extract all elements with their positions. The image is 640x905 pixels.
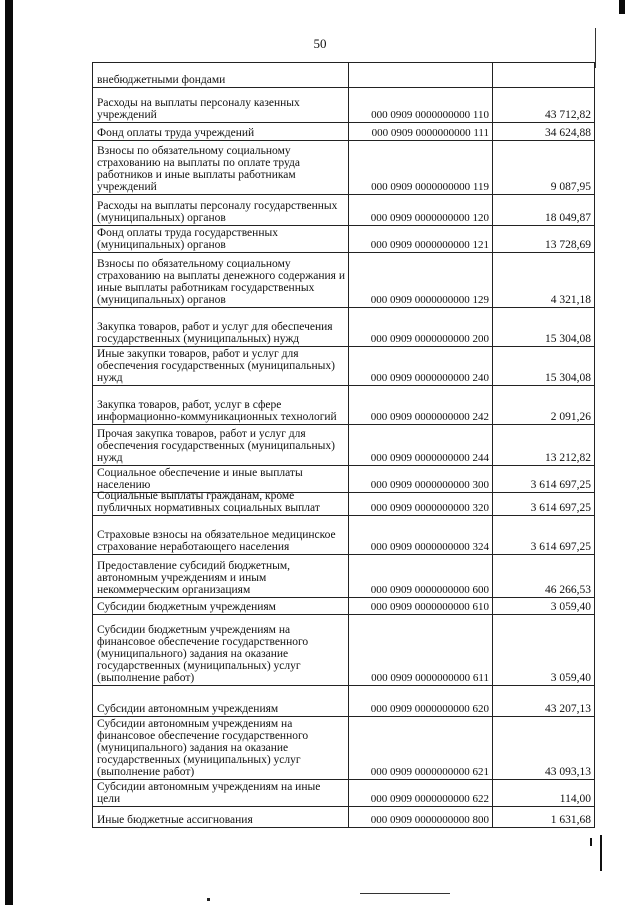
amount-cell-text: 3 614 697,25 xyxy=(530,541,591,553)
amount-cell-text: 43 207,13 xyxy=(545,703,591,715)
amount-cell-text: 34 624,88 xyxy=(545,127,591,139)
budget-code-cell-text: 000 0909 0000000000 611 xyxy=(371,672,489,684)
expense-name-cell-text: Иные закупки товаров, работ и услуг для обеспечения государственных (муниципальных) нужд xyxy=(97,348,335,384)
expense-name-cell xyxy=(93,717,349,779)
expense-name-cell-text: Фонд оплаты труда государственных (муниципальных) органов xyxy=(97,227,278,251)
expense-name-cell xyxy=(93,516,349,554)
scan-speck xyxy=(207,898,210,901)
table-row xyxy=(93,686,595,717)
expense-name-cell xyxy=(93,386,349,424)
expense-name-cell xyxy=(93,123,349,140)
amount-cell-text: 15 304,08 xyxy=(545,372,591,384)
amount-cell xyxy=(493,516,595,554)
budget-code-cell xyxy=(349,807,493,827)
table-row xyxy=(93,490,595,516)
expense-name-cell xyxy=(93,308,349,346)
page-number: 50 xyxy=(313,36,327,51)
budget-code-cell-text: 000 0909 0000000000 621 xyxy=(370,766,489,778)
expense-name-cell-text: Субсидии бюджетным учреждениям на финансовое обеспечение государственного (муниципального) задания на оказание государственных (муниципальных) услуг (выполнение работ) xyxy=(97,624,309,684)
expense-name-cell-text: Социальные выплаты гражданам, кроме публичных нормативных социальных выплат xyxy=(97,490,320,514)
amount-cell xyxy=(493,686,595,716)
table-row xyxy=(93,615,595,686)
table-row xyxy=(93,195,595,226)
budget-code-cell xyxy=(349,516,493,554)
amount-cell-text: 15 304,08 xyxy=(545,333,591,345)
amount-cell-text: 13 728,69 xyxy=(545,239,591,251)
amount-cell-text: 1 631,68 xyxy=(550,814,591,826)
budget-code-cell xyxy=(349,386,493,424)
budget-code-cell xyxy=(349,195,493,225)
amount-cell-text: 2 091,26 xyxy=(550,411,591,423)
table-row xyxy=(93,386,595,425)
amount-cell xyxy=(493,555,595,597)
expense-name-cell-text: Фонд оплаты труда учреждений xyxy=(97,127,255,139)
amount-cell-text: 18 049,87 xyxy=(545,212,591,224)
budget-code-cell-text: 000 0909 0000000000 119 xyxy=(371,181,489,193)
table-row xyxy=(93,807,595,828)
budget-code-cell xyxy=(349,717,493,779)
expense-name-cell-text: Взносы по обязательному социальному страхованию на выплаты денежного содержания и иные выплаты работникам государственных (муниципальных) органов xyxy=(97,258,345,306)
scan-edge-line xyxy=(360,893,450,894)
budget-code-cell-text: 000 0909 0000000000 320 xyxy=(370,502,489,514)
amount-cell-text: 3 614 697,25 xyxy=(530,502,591,514)
table-row xyxy=(93,141,595,195)
budget-code-cell xyxy=(349,141,493,194)
budget-code-cell xyxy=(349,88,493,122)
budget-code-cell xyxy=(349,308,493,346)
expense-name-cell-text: Прочая закупка товаров, работ и услуг для обеспечения государственных (муниципальных) нужд xyxy=(97,428,335,464)
budget-code-cell xyxy=(349,555,493,597)
table-row xyxy=(93,308,595,347)
amount-cell xyxy=(493,141,595,194)
table-row xyxy=(93,780,595,807)
table-row xyxy=(93,516,595,555)
table-row xyxy=(93,466,595,493)
budget-code-cell xyxy=(349,466,493,492)
amount-cell xyxy=(493,347,595,385)
expense-name-cell xyxy=(93,63,349,87)
amount-cell-text: 4 321,18 xyxy=(550,294,591,306)
amount-cell xyxy=(493,425,595,465)
table-row xyxy=(93,63,595,88)
expense-name-cell-text: Предоставление субсидий бюджетным, автономным учреждениям и иным некоммерческим организациям xyxy=(97,560,291,596)
expense-name-cell xyxy=(93,141,349,194)
budget-code-cell-text: 000 0909 0000000000 620 xyxy=(370,703,489,715)
amount-cell xyxy=(493,493,595,515)
budget-code-cell-text: 000 0909 0000000000 242 xyxy=(370,411,489,423)
amount-cell xyxy=(493,780,595,806)
budget-code-cell xyxy=(349,615,493,685)
budget-code-cell-text: 000 0909 0000000000 610 xyxy=(370,601,489,613)
amount-cell xyxy=(493,717,595,779)
amount-cell-text: 46 266,53 xyxy=(545,584,591,596)
table-row xyxy=(93,717,595,780)
budget-code-cell-text: 000 0909 0000000000 121 xyxy=(370,239,489,251)
budget-code-cell xyxy=(349,253,493,307)
budget-code-cell xyxy=(349,347,493,385)
budget-code-cell-text: 000 0909 0000000000 622 xyxy=(370,793,489,805)
amount-cell-text: 43 093,13 xyxy=(545,766,591,778)
budget-code-cell-text: 000 0909 0000000000 244 xyxy=(370,452,489,464)
expense-name-cell-text: Закупка товаров, работ и услуг для обеспечения государственных (муниципальных) нужд xyxy=(97,321,333,345)
amount-cell xyxy=(493,598,595,614)
scan-edge-shadow xyxy=(5,0,13,905)
budget-code-cell-text: 000 0909 0000000000 129 xyxy=(370,294,489,306)
amount-cell-text: 13 212,82 xyxy=(545,452,591,464)
expense-name-cell-text: внебюджетными фондами xyxy=(97,74,226,86)
expense-name-cell-text: Субсидии автономным учреждениям xyxy=(97,703,279,715)
budget-code-cell xyxy=(349,598,493,614)
amount-cell-text: 114,00 xyxy=(559,793,591,805)
expense-name-cell xyxy=(93,490,349,515)
expense-name-cell xyxy=(93,615,349,685)
scan-edge-mark xyxy=(619,0,625,14)
budget-code-cell-text: 000 0909 0000000000 300 xyxy=(370,479,489,491)
budget-code-cell-text: 000 0909 0000000000 800 xyxy=(370,814,489,826)
budget-code-cell xyxy=(349,123,493,140)
budget-code-cell xyxy=(349,63,493,87)
expense-name-cell xyxy=(93,780,349,806)
amount-cell-text: 3 059,40 xyxy=(550,601,591,613)
amount-cell-text: 3 614 697,25 xyxy=(530,479,591,491)
expense-name-cell-text: Субсидии автономным учреждениям на финансовое обеспечение государственного (муниципального) задания на оказание государственных (муниципальных) услуг (выполнение работ) xyxy=(97,718,309,778)
budget-code-cell-text: 000 0909 0000000000 600 xyxy=(370,584,489,596)
budget-code-cell xyxy=(349,226,493,252)
table-row xyxy=(93,253,595,308)
table-row xyxy=(93,88,595,123)
table-row xyxy=(93,425,595,466)
expense-name-cell-text: Закупка товаров, работ, услуг в сфере информационно-коммуникационных технологий xyxy=(97,399,337,423)
amount-cell-text: 3 059,40 xyxy=(550,672,591,684)
amount-cell-text: 9 087,95 xyxy=(550,181,591,193)
budget-code-cell-text: 000 0909 0000000000 120 xyxy=(370,212,489,224)
expense-name-cell-text: Субсидии бюджетным учреждениям xyxy=(97,601,276,613)
amount-cell xyxy=(493,386,595,424)
budget-code-cell xyxy=(349,425,493,465)
expense-name-cell-text: Расходы на выплаты персоналу казенных учреждений xyxy=(97,97,300,121)
table-row xyxy=(93,598,595,615)
expense-name-cell xyxy=(93,425,349,465)
expense-name-cell-text: Страховые взносы на обязательное медицинское страхование неработающего населения xyxy=(97,529,336,553)
expense-name-cell-text: Иные бюджетные ассигнования xyxy=(97,814,253,826)
amount-cell xyxy=(493,88,595,122)
expense-name-cell-text: Социальное обеспечение и иные выплаты населению xyxy=(97,467,303,491)
expense-name-cell xyxy=(93,253,349,307)
budget-code-cell xyxy=(349,686,493,716)
amount-cell xyxy=(493,253,595,307)
table-row xyxy=(93,123,595,141)
scan-edge-mark xyxy=(590,838,592,846)
budget-table xyxy=(92,62,595,828)
expense-name-cell-text: Субсидии автономным учреждениям на иные цели xyxy=(97,781,321,805)
expense-name-cell xyxy=(93,555,349,597)
expense-name-cell xyxy=(93,598,349,614)
expense-name-cell xyxy=(93,226,349,252)
budget-code-cell xyxy=(349,780,493,806)
amount-cell xyxy=(493,195,595,225)
budget-code-cell-text: 000 0909 0000000000 110 xyxy=(371,109,489,121)
amount-cell xyxy=(493,308,595,346)
budget-code-cell-text: 000 0909 0000000000 200 xyxy=(370,333,489,345)
expense-name-cell xyxy=(93,466,349,492)
amount-cell xyxy=(493,63,595,87)
budget-code-cell-text: 000 0909 0000000000 324 xyxy=(370,541,489,553)
expense-name-cell xyxy=(93,195,349,225)
table-row xyxy=(93,347,595,386)
expense-name-cell xyxy=(93,686,349,716)
expense-name-cell xyxy=(93,347,349,385)
table-row xyxy=(93,226,595,253)
table-row xyxy=(93,555,595,598)
amount-cell xyxy=(493,807,595,827)
expense-name-cell-text: Взносы по обязательному социальному страхованию на выплаты по оплате труда работников и иные выплаты работникам учреждений xyxy=(97,145,300,193)
amount-cell xyxy=(493,466,595,492)
amount-cell-text: 43 712,82 xyxy=(545,109,591,121)
expense-name-cell xyxy=(93,88,349,122)
amount-cell xyxy=(493,123,595,140)
budget-code-cell-text: 000 0909 0000000000 111 xyxy=(371,127,489,139)
scan-edge-mark xyxy=(600,835,602,871)
amount-cell xyxy=(493,615,595,685)
expense-name-cell-text: Расходы на выплаты персоналу государственных (муниципальных) органов xyxy=(97,200,338,224)
budget-code-cell xyxy=(349,493,493,515)
budget-code-cell-text: 000 0909 0000000000 240 xyxy=(370,372,489,384)
expense-name-cell xyxy=(93,807,349,827)
amount-cell xyxy=(493,226,595,252)
